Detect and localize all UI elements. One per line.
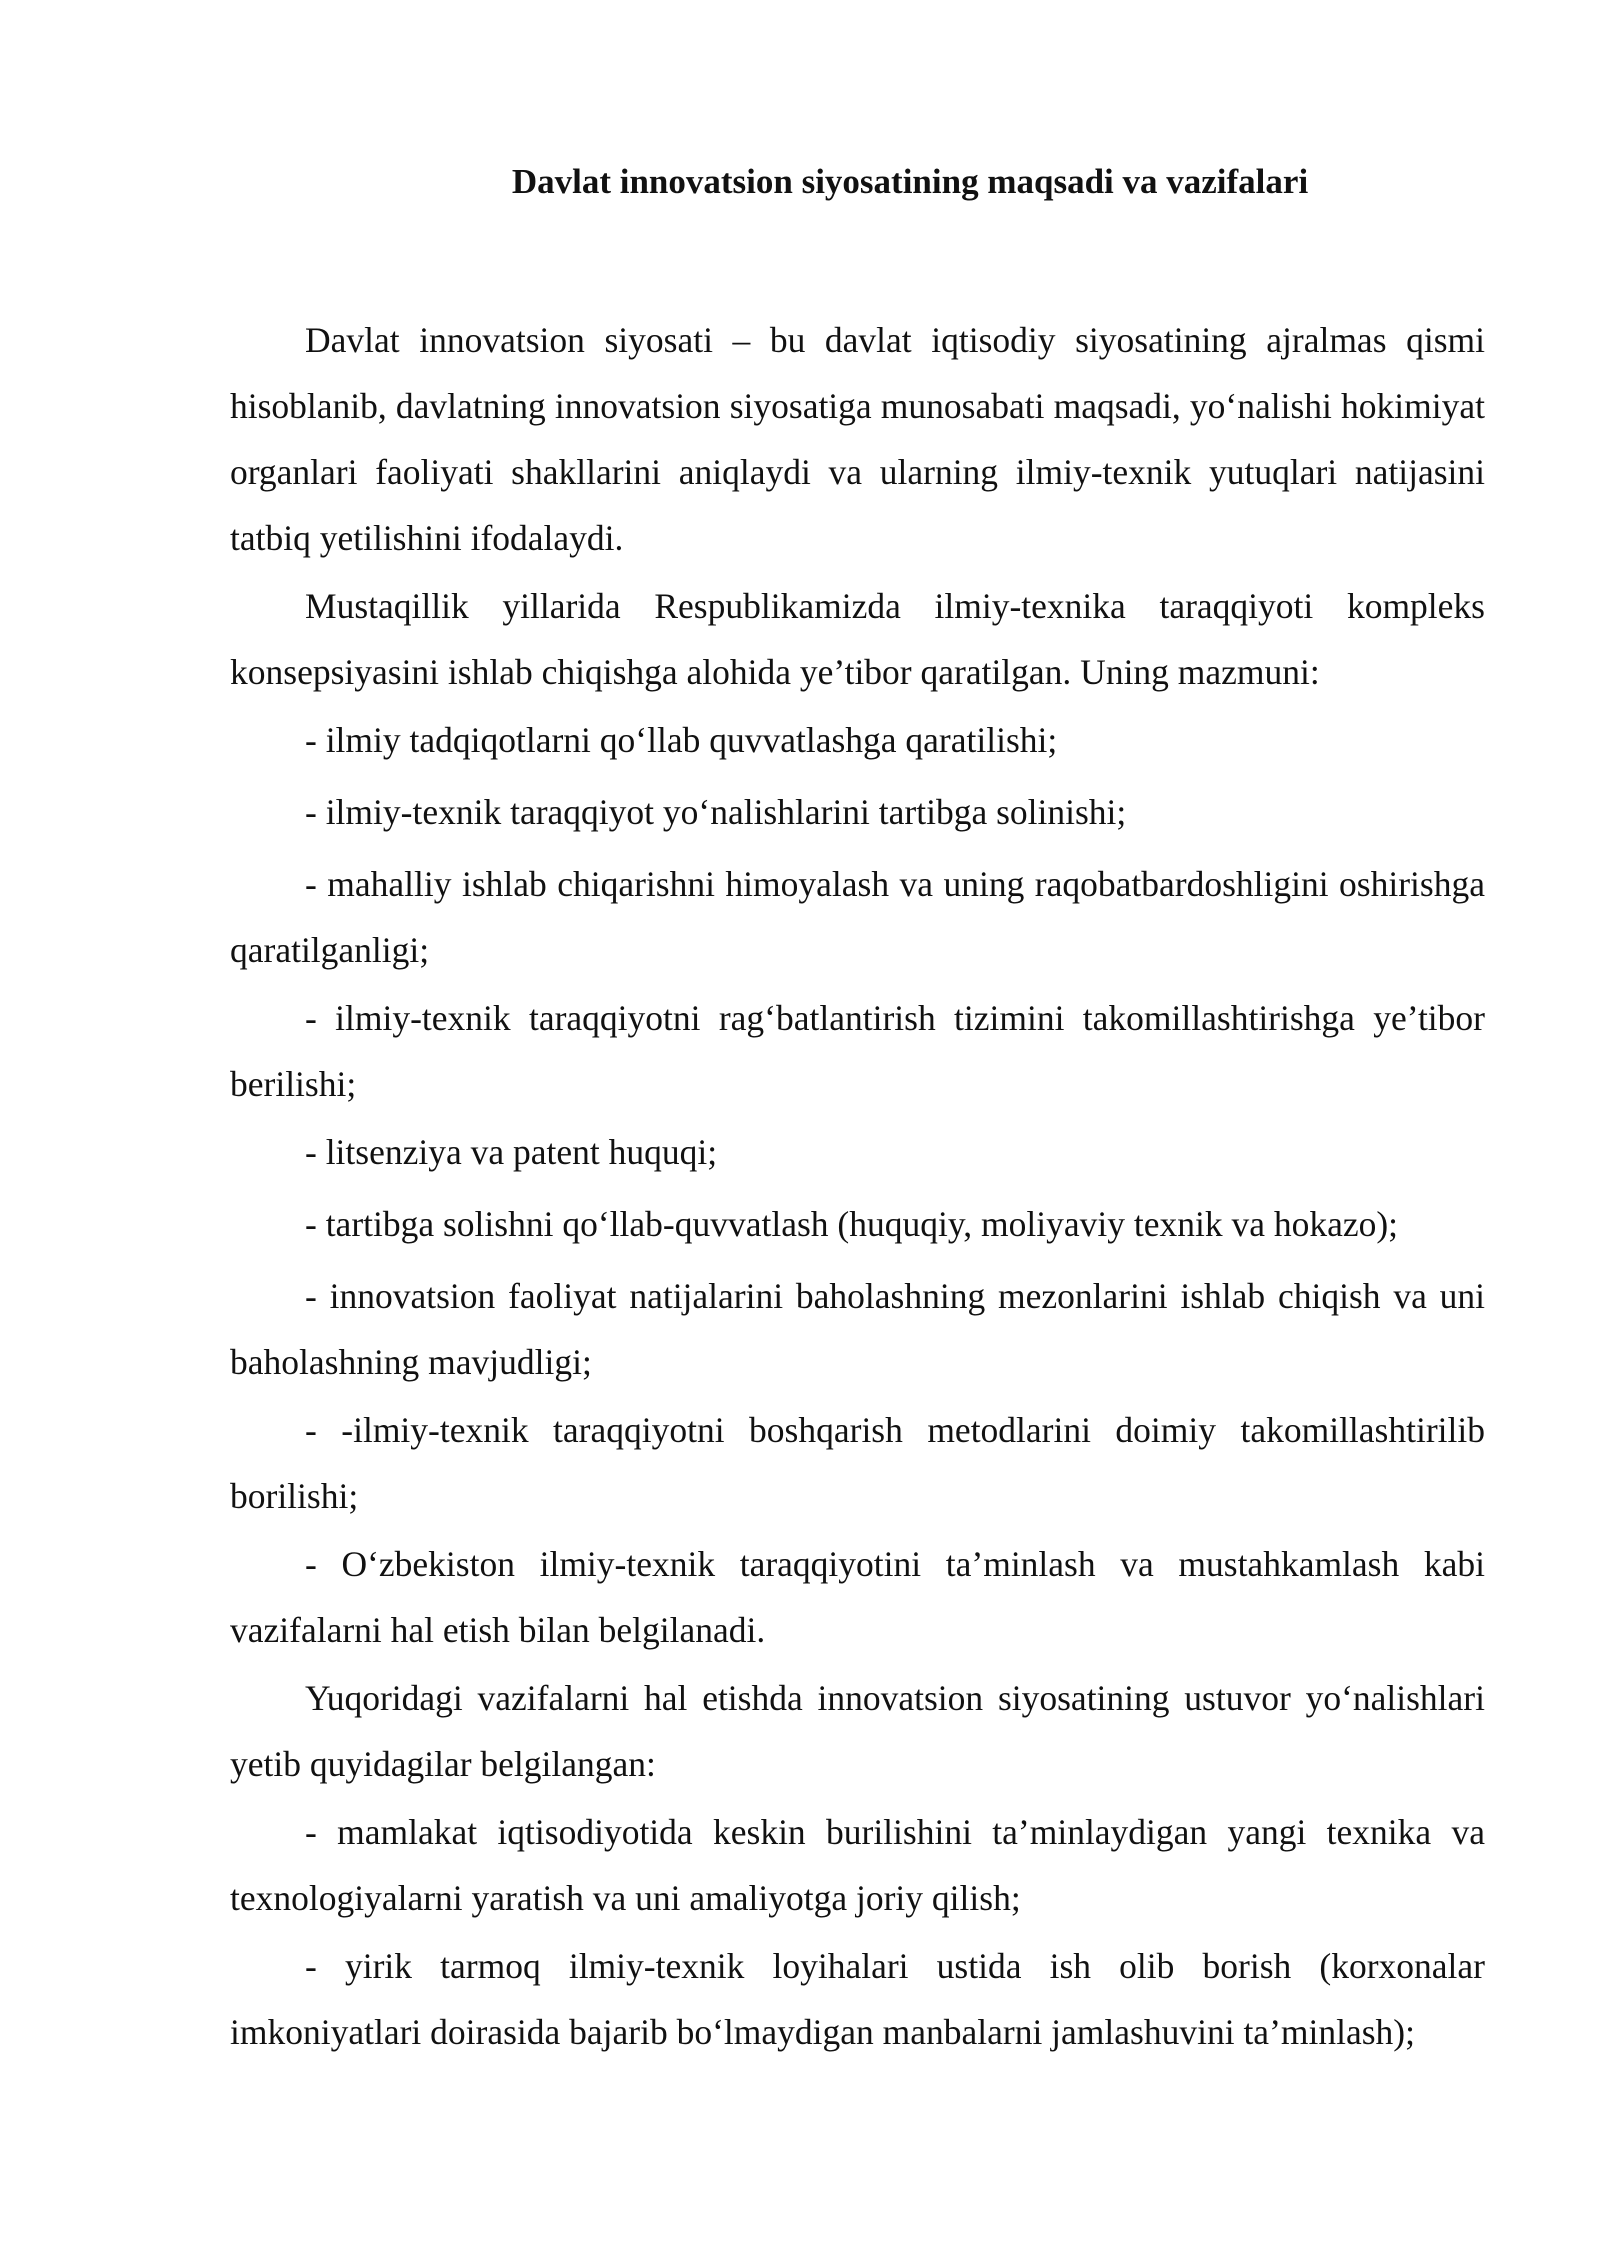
- paragraph-independence: Mustaqillik yillarida Respublikamizda ilmiy-texnika taraqqiyoti kompleks konsepsiyasini ishlab chiqishga alohida ye’tibor qaratilgan. Uning mazmuni:: [230, 586, 1485, 692]
- paragraph-definition: Davlat innovatsion siyosati – bu davlat iqtisodiy siyosatining ajralmas qismi hisoblanib, davlatning innovatsion siyosatiga munosabati maqsadi, yo‘nalishi hokimiyat organlari faoliyati shakllarini aniqlaydi va ularning ilmiy-texnik yutuqlari natijasini tatbiq yetilishini ifodalaydi.: [230, 320, 1485, 558]
- list-item: - mamlakat iqtisodiyotida keskin burilishini ta’minlaydigan yangi texnika va texnologiyalarni yaratish va uni amaliyotga joriy qilish;: [230, 1812, 1485, 1918]
- list-item: - innovatsion faoliyat natijalarini baholashning mezonlarini ishlab chiqish va uni baholashning mavjudligi;: [230, 1276, 1485, 1382]
- list-item: - tartibga solishni qo‘llab-quvvatlash (huquqiy, moliyaviy texnik va hokazo);: [305, 1204, 1399, 1244]
- document-body: [230, 307, 1485, 2065]
- list-item: - ilmiy tadqiqotlarni qo‘llab quvvatlashga qaratilishi;: [305, 720, 1058, 760]
- list-item: - litsenziya va patent huquqi;: [305, 1132, 718, 1172]
- list-item: - ilmiy-texnik taraqqiyot yo‘nalishlarini tartibga solinishi;: [305, 792, 1127, 832]
- document-page: [230, 160, 1485, 2067]
- list-item: - yirik tarmoq ilmiy-texnik loyihalari ustida ish olib borish (korxonalar imkoniyatlari doirasida bajarib bo‘lmaydigan manbalarni jamlashuvini ta’minlash);: [230, 1946, 1485, 2052]
- list-item: - mahalliy ishlab chiqarishni himoyalash va uning raqobatbardoshligini oshirishga qaratilganligi;: [230, 864, 1485, 970]
- document-title: Davlat innovatsion siyosatining maqsadi va vazifalari: [511, 162, 1309, 201]
- list-item: - O‘zbekiston ilmiy-texnik taraqqiyotini ta’minlash va mustahkamlash kabi vazifalarni hal etish bilan belgilanadi.: [230, 1544, 1485, 1650]
- paragraph-priorities: Yuqoridagi vazifalarni hal etishda innovatsion siyosatining ustuvor yo‘nalishlari yetib quyidagilar belgilangan:: [230, 1678, 1485, 1784]
- list-item: - -ilmiy-texnik taraqqiyotni boshqarish metodlarini doimiy takomillashtirilib borilishi;: [230, 1410, 1485, 1516]
- list-item: - ilmiy-texnik taraqqiyotni rag‘batlantirish tizimini takomillashtirishga ye’tibor berilishi;: [230, 998, 1485, 1104]
